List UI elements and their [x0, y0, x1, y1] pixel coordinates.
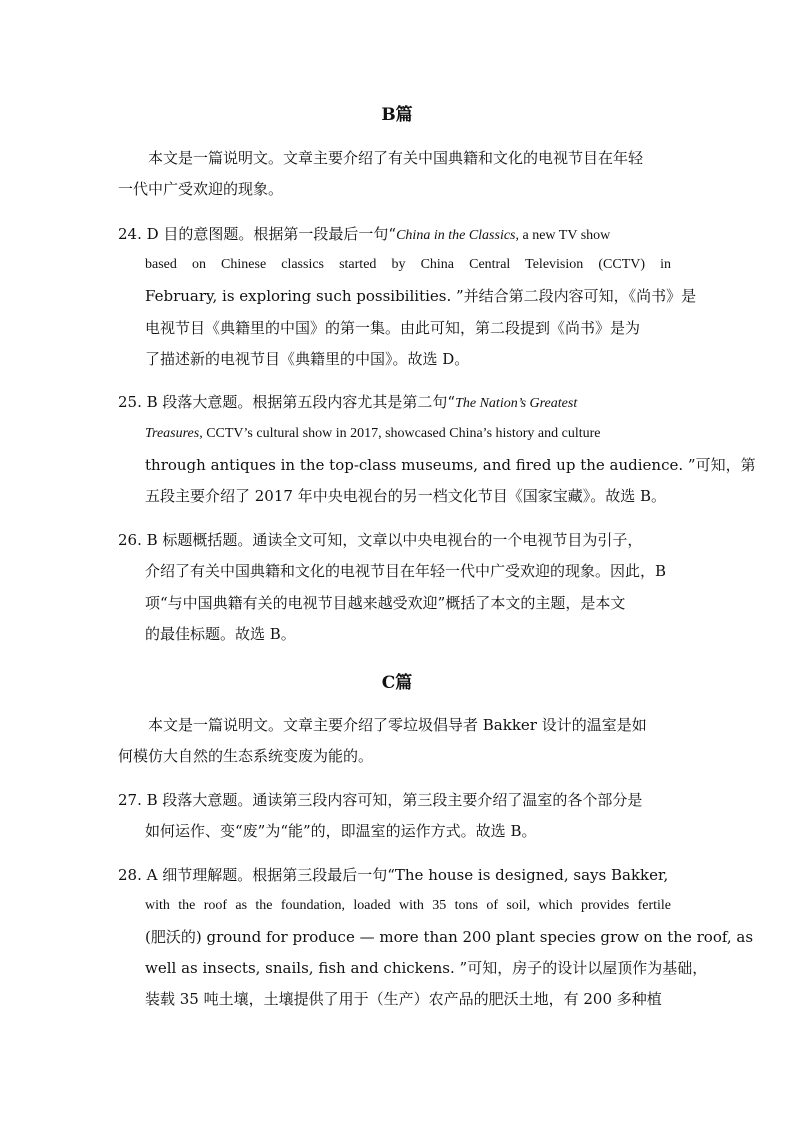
q26-line-4: 的最佳标题。故选 B。: [145, 625, 296, 643]
q26-line-3: 项“与中国典籍有关的电视节目越来越受欢迎”概括了本文的主题，是本文: [145, 594, 626, 612]
q28-line-3: (肥沃的) ground for produce — more than 200 plant species grow on the roof, as: [145, 928, 754, 946]
q25-line-2: [145, 424, 601, 444]
section-c-intro-line-2: 何模仿大自然的生态系统变废为能的。: [118, 747, 374, 765]
section-b-intro-line-2: 一代中广受欢迎的现象。: [118, 180, 284, 198]
q27-line-1: 27. B 段落大意题。通读第三段内容可知，第三段主要介绍了温室的各个部分是: [118, 791, 643, 809]
q24-line-4: 电视节目《典籍里的中国》的第一集。由此可知，第二段提到《尚书》是为: [145, 319, 641, 337]
section-c-intro-line-1: 本文是一篇说明文。文章主要介绍了零垃圾倡导者 Bakker 设计的温室是如: [148, 716, 647, 734]
q25-title-italic-2: Treasures: [145, 426, 200, 441]
q27-line-2: 如何运作、变“废”为“能”的，即温室的运作方式。故选 B。: [145, 822, 537, 840]
q24-line-3: February, is exploring such possibilities. ”并结合第二段内容可知，《尚书》是: [145, 287, 697, 305]
q28-line-1: 28. A 细节理解题。根据第三段最后一句“The house is designed, says Bakker,: [118, 866, 669, 884]
q26-line-2: 介绍了有关中国典籍和文化的电视节目在年轻一代中广受欢迎的现象。因此，B: [145, 562, 667, 580]
q24-line-1: [118, 224, 610, 246]
q25-line-1: [118, 392, 577, 414]
q25-line-4: 五段主要介绍了 2017 年中央电视台的另一档文化节目《国家宝藏》。故选 B。: [145, 487, 667, 505]
q25-title-italic: The Nation’s Greatest: [455, 396, 578, 411]
q28-line-2: with the roof as the foundation, loaded with 35 tons of soil, which provides fertile: [145, 898, 671, 913]
q26-line-1: 26. B 标题概括题。通读全文可知，文章以中央电视台的一个电视节目为引子，: [118, 531, 643, 549]
q24-line-1-tail: , a new TV show: [515, 228, 611, 243]
section-b-heading: B篇: [381, 105, 413, 125]
q28-line-5: 装载 35 吨土壤，土壤提供了用于（生产）农产品的肥沃土地，有 200 多种植: [145, 990, 662, 1008]
q25-line-3: through antiques in the top-class museums, and fired up the audience. ”可知，第: [145, 456, 756, 474]
q24-line-1-text: 24. D 目的意图题。根据第一段最后一句“: [118, 225, 397, 243]
section-c-heading: C篇: [381, 673, 413, 693]
q24-line-2: based on Chinese classics started by China Central Television (CCTV) in: [145, 257, 671, 272]
q25-line-1-text: 25. B 段落大意题。根据第五段内容尤其是第二句“: [118, 393, 456, 411]
q28-line-4: well as insects, snails, fish and chickens. ”可知，房子的设计以屋顶作为基础，: [145, 959, 708, 977]
q24-line-5: 了描述新的电视节目《典籍里的中国》。故选 D。: [145, 350, 470, 368]
section-b-intro-line-1: 本文是一篇说明文。文章主要介绍了有关中国典籍和文化的电视节目在年轻: [148, 149, 644, 167]
q25-line-2-tail: , CCTV’s cultural show in 2017, showcased China’s history and culture: [199, 426, 601, 441]
q24-title-italic: China in the Classics: [396, 228, 516, 243]
